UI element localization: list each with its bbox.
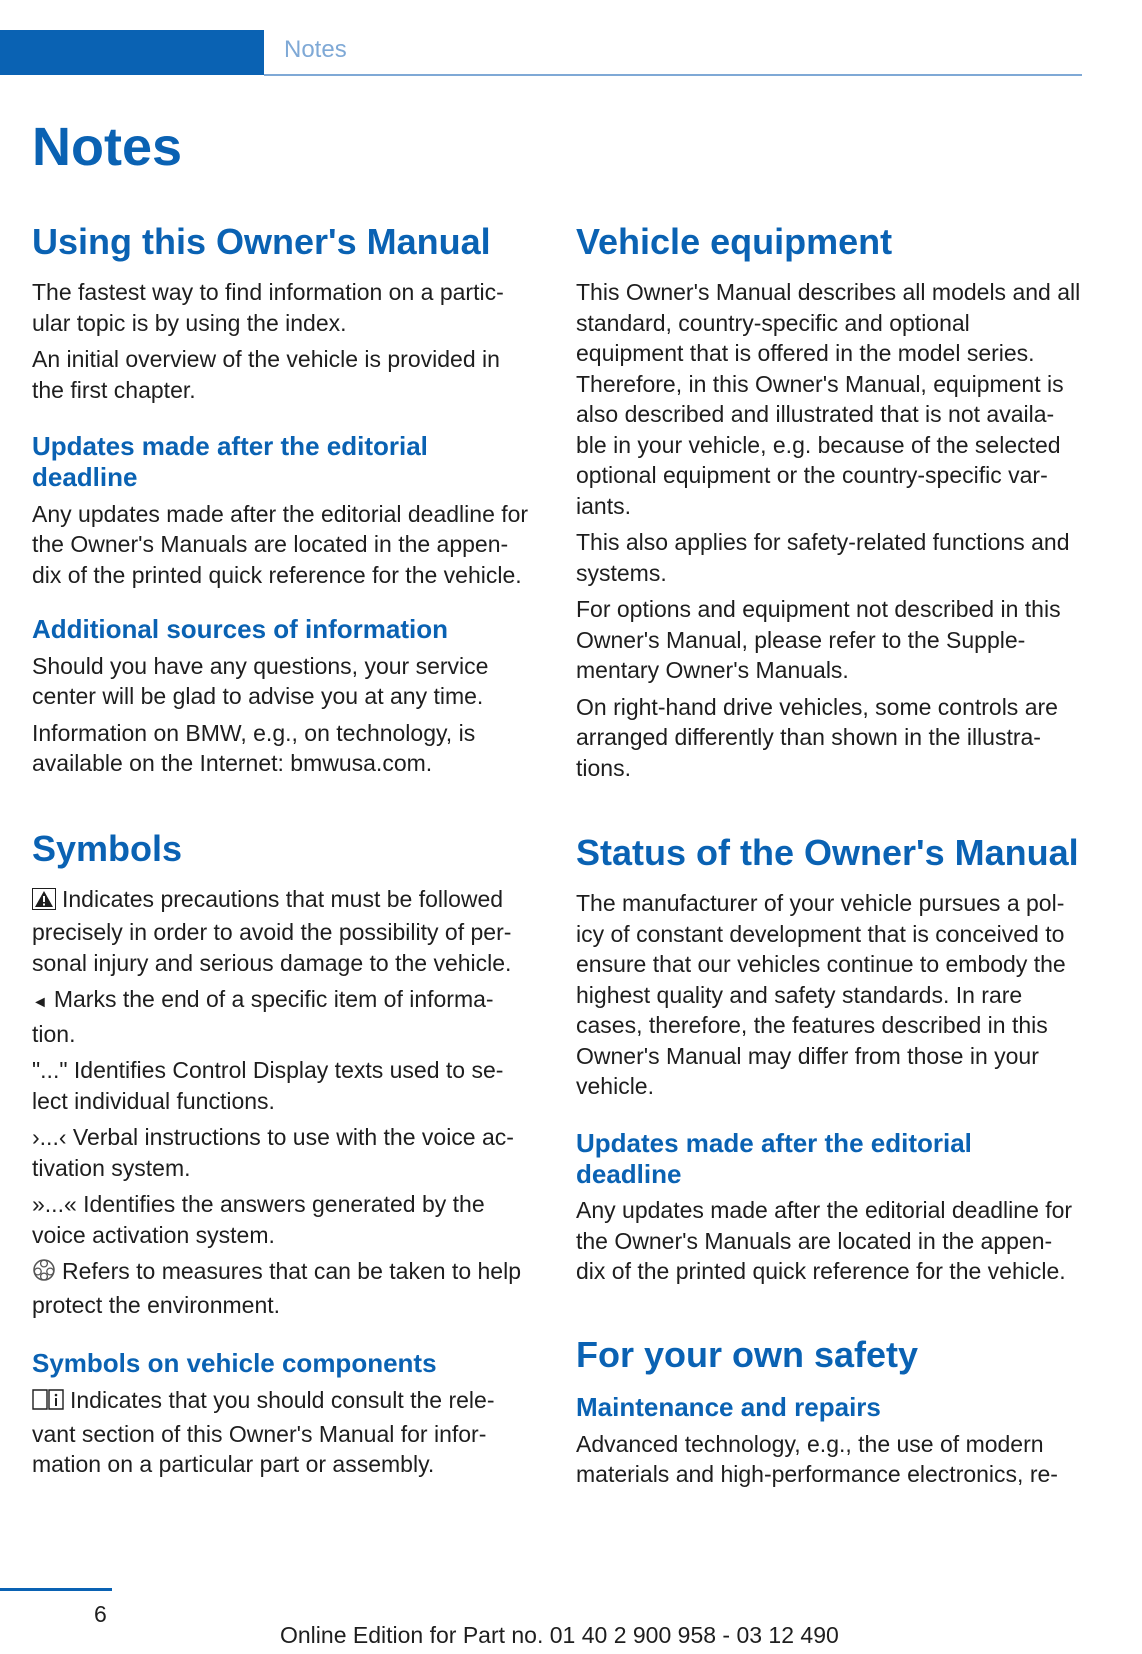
vehicle-equipment-heading: Vehicle equipment xyxy=(576,221,893,262)
page-number: 6 xyxy=(94,1601,107,1627)
verbal-instructions-paragraph: ›...‹ Verbal instructions to use with the voice ac‐ tivation system. xyxy=(32,1124,514,1181)
vehicle-equipment-paragraph-3: For options and equipment not described in this Owner's Manual, please refer to the Supple‐ mentary Owner's Manuals. xyxy=(576,596,1061,684)
header-label: Notes xyxy=(284,36,347,63)
additional-sources-paragraph-2: Information on BMW, e.g., on technology, is available on the Internet: bmwusa.com. xyxy=(32,719,476,777)
voice-answers-paragraph: »...« Identifies the answers generated by the voice activation system. xyxy=(32,1191,485,1248)
display-texts-paragraph: "..." Identifies Control Display texts used to se‐ lect individual functions. xyxy=(32,1057,504,1114)
vehicle-components-heading: Symbols on vehicle components xyxy=(32,1348,437,1379)
warning-triangle-icon xyxy=(32,887,56,918)
additional-sources-paragraph-1: Should you have any questions, your service center will be glad to advise you at any time. xyxy=(32,652,489,710)
vehicle-components-paragraph xyxy=(32,1385,537,1480)
maintenance-paragraph: Advanced technology, e.g., the use of modern materials and high-performance electronics, re‐ xyxy=(576,1430,1058,1488)
right-updates-heading: Updates made after the editorial deadline xyxy=(576,1127,972,1189)
right-updates-paragraph: Any updates made after the editorial deadline for the Owner's Manuals are located in the appen‐ dix of the printed quick reference for the vehicle. xyxy=(576,1197,1073,1285)
edition-footer: Online Edition for Part no. 01 40 2 900 958 - 03 12 490 xyxy=(280,1622,839,1648)
updates-heading: Updates made after the editorial deadline xyxy=(32,431,428,492)
end-marker-paragraph xyxy=(32,984,537,1049)
additional-sources-heading: Additional sources of information xyxy=(32,614,449,645)
environment-text: Refers to measures that can be taken to help protect the environment. xyxy=(32,1258,521,1318)
environment-icon xyxy=(32,1258,56,1290)
using-manual-heading: Using this Owner's Manual xyxy=(32,221,491,262)
warning-symbol-paragraph xyxy=(32,884,537,979)
symbols-heading: Symbols xyxy=(32,827,183,869)
header-rule xyxy=(264,74,1082,76)
warning-symbol-text: Indicates precautions that must be followed precisely in order to avoid the possibility of per‐ sonal injury and serious damage to the vehicle. xyxy=(32,885,512,976)
vehicle-equipment-paragraph-4: On right-hand drive vehicles, some controls are arranged differently than shown in the illustra‐ tions. xyxy=(576,693,1058,781)
maintenance-heading: Maintenance and repairs xyxy=(576,1391,881,1422)
end-marker-icon: ◄ xyxy=(32,994,48,1012)
updates-paragraph: Any updates made after the editorial deadline for the Owner's Manuals are located in the appen‐ dix of the printed quick reference for the vehicle. xyxy=(32,500,529,588)
environment-paragraph xyxy=(32,1256,537,1320)
manual-status-heading: Status of the Owner's Manual xyxy=(576,832,1079,874)
page-title: Notes xyxy=(32,117,183,177)
manual-status-paragraph: The manufacturer of your vehicle pursues a pol‐ icy of constant development that is conceived to ensure that our vehicles continue to embody the highest quality and safety standards. In rare cases, therefore, the features described in this Owner's Manual may differ from those in your vehicle. xyxy=(576,890,1066,1100)
own-safety-heading: For your own safety xyxy=(576,1333,919,1375)
header-bar xyxy=(0,30,264,75)
footer-rule xyxy=(0,1588,112,1591)
right-column xyxy=(576,220,1081,1490)
using-manual-paragraph-1: The fastest way to find information on a partic‐ ular topic is by using the index. xyxy=(32,279,504,336)
vehicle-equipment-paragraph-1: This Owner's Manual describes all models and all standard, country-specific and optional equipment that is offered in the model series. Therefore, in this Owner's Manual, equipment is also described and illustrated that is not availa‐ ble in your vehicle, e.g. because of the selected optional equipment or the country-specific var‐ iants. xyxy=(576,279,1081,519)
using-manual-paragraph-2: An initial overview of the vehicle is provided in the first chapter. xyxy=(32,346,500,403)
left-column xyxy=(32,220,537,1480)
end-marker-text: Marks the end of a specific item of informa‐ tion. xyxy=(32,986,494,1047)
vehicle-equipment-paragraph-2: This also applies for safety-related functions and systems. xyxy=(576,529,1070,586)
vehicle-components-text: Indicates that you should consult the rele‐ vant section of this Owner's Manual for infor‐ mation on a particular part or assembly. xyxy=(32,1387,495,1478)
manual-book-icon xyxy=(32,1387,64,1419)
